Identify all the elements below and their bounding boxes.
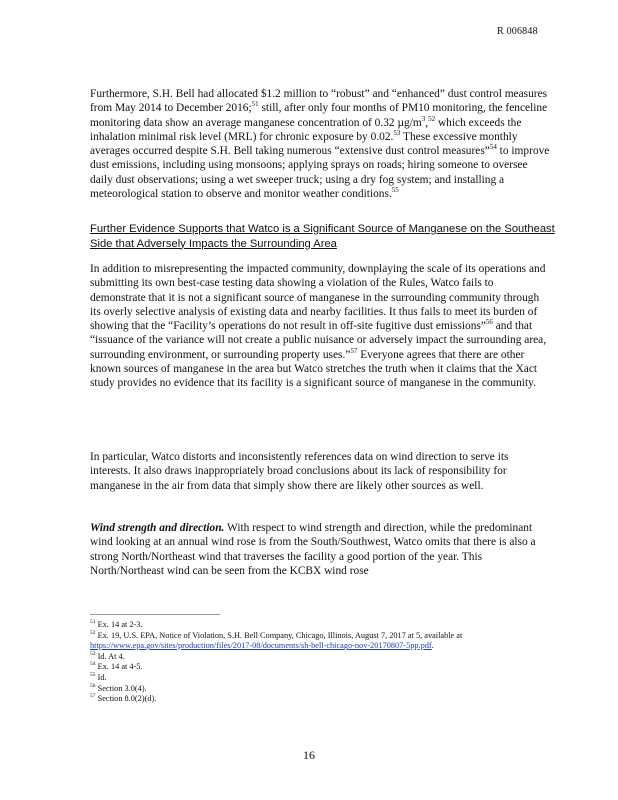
footnote-text: Id. — [97, 672, 107, 682]
footnote-number: 52 — [90, 629, 96, 636]
footnote-ref[interactable]: 53 — [393, 129, 401, 138]
footnote — [90, 631, 530, 652]
footnote-ref[interactable]: 57 — [350, 346, 358, 355]
paragraph-distorts: In particular, Watco distorts and inconsistently references data on wind direction to serve its interests. It also draws inappropriately broad conclusions about its lack of responsibility for manganese in the air from data that simply show there are likely other sources as well. — [90, 451, 509, 492]
footnote-number: 57 — [90, 693, 96, 700]
footnote-text: . — [431, 641, 434, 651]
text: These excessive monthly averages occurred despite S.H. Bell taking numerous “extensive dust control measures” — [90, 130, 518, 158]
footnote-number: 56 — [90, 682, 96, 689]
footnote-text: Id. At 4. — [97, 651, 125, 661]
text: Everyone agrees that there are other known sources of manganese in the area but Watco stretches the truth when it claims that the Xact study provides no evidence that its facility is a significant source of manganese in the community. — [90, 348, 538, 390]
text: which exceeds the inhalation minimal risk level (MRL) for chronic exposure by 0.02. — [90, 116, 522, 143]
bates-number: R 006848 — [497, 26, 538, 37]
footnote-ref[interactable]: 54 — [489, 143, 497, 152]
text: With respect to wind strength and direction, while the predominant wind looking at an annual wind rose is from the South/Southwest, Watco omits that there is also a strong North/Northeast wind that traverses the facility a good portion of the year. This North/Northeast wind can be seen from the KCBX wind rose — [90, 522, 536, 577]
footnotes — [90, 620, 530, 705]
section-heading: Further Evidence Supports that Watco is a Significant Source of Manganese on the Southeast Side that Adversely Impacts the Surrounding Area — [90, 223, 555, 250]
footnote-text: Section 8.0(2)(d). — [97, 694, 157, 704]
footnote-ref[interactable]: 56 — [485, 318, 493, 327]
text: In addition to misrepresenting the impacted community, downplaying the scale of its operations and submitting its own best-case testing data showing a violation of the Rules, Watco fails to demonstrate that it is not a significant source of manganese in the surrounding community through its overly selective analysis of existing data and nearby facilities. It thus fails to meet its burden of showing that the “Facility’s operations do not result in off-site fugitive dust emissions” — [90, 263, 546, 333]
footnote-number: 54 — [90, 661, 96, 668]
text: Furthermore, S.H. Bell had allocated $1.2 million to “robust” and “enhanced” dust control measures from May 2014 to December 2016; — [90, 88, 548, 115]
footnote-number: 55 — [90, 672, 96, 679]
text: to improve dust emissions, including using monsoons; applying sprays on roads; hiring someone to oversee daily dust observations; using a wet sweeper truck; using a dry fog system; and installing a meteorological station to observe and monitor weather conditions. — [90, 145, 550, 201]
footnote — [90, 684, 530, 695]
footnote-text: Ex. 14 at 2-3. — [97, 620, 143, 629]
text: , — [425, 116, 429, 129]
footnote — [90, 673, 530, 684]
run-in-heading: Wind strength and direction. — [90, 522, 225, 534]
footnote — [90, 652, 530, 663]
text: and that “issuance of the variance will not create a public nuisance or adversely impact the surrounding area, surrounding environment, or surrounding property uses.” — [90, 320, 547, 361]
footnote-text: Ex. 19, U.S. EPA, Notice of Violation, S.H. Bell Company, Chicago, Illinois, August 7, 2017 at 5, available at — [97, 630, 463, 640]
superscript-cube: 3 — [421, 114, 426, 123]
footnote-ref[interactable]: 51 — [251, 100, 259, 109]
footnote-number: 53 — [90, 651, 96, 658]
paragraph-evidence — [90, 262, 550, 391]
footnote-ref[interactable]: 52 — [428, 114, 436, 123]
paragraph-sh-bell — [90, 87, 550, 201]
page-number: 16 — [303, 748, 315, 762]
text: still, after only four months of PM10 monitoring, the fenceline monitoring data show an average manganese concentration of 0.32 µg/m — [90, 102, 548, 129]
footnote-ref[interactable]: 55 — [391, 186, 399, 195]
footnote-number: 51 — [90, 619, 96, 626]
footnote-text: Section 3.0(4). — [97, 683, 147, 693]
paragraph-wind — [90, 521, 550, 578]
footnote-text: Ex. 14 at 4-5. — [97, 662, 143, 672]
footnote-divider — [90, 614, 220, 615]
epa-link[interactable]: https://www.epa.gov/sites/production/files/2017-08/documents/sh-bell-chicago-nov-20170807-5pp.pdf — [90, 641, 432, 651]
footnote — [90, 620, 530, 631]
footnote — [90, 662, 530, 673]
footnote — [90, 694, 530, 705]
